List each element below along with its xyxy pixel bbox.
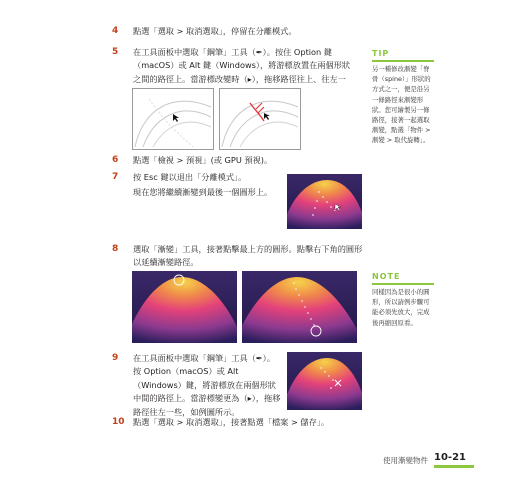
tip-label: TIP [372, 49, 390, 58]
step-number: 6 [112, 155, 119, 165]
gradient-blob-artwork [132, 271, 237, 343]
step-number: 8 [112, 244, 119, 254]
note-rule [372, 283, 434, 285]
gradient-blob-artwork [287, 352, 362, 410]
step-text: 按 Esc 鍵以退出「分離模式」。 [133, 172, 247, 182]
footer-chapter-title: 使用漸變物件 [383, 456, 428, 465]
step-number: 7 [112, 172, 119, 182]
step-text: 點選「檢視 > 預視」(或 GPU 預視)。 [133, 155, 273, 165]
step-text-continued: 現在您將繼續漸變到最後一個圓形上。 [133, 187, 273, 197]
note-text: 同樣因為是很小的圓形，所以請例步驟可能必須先放大，完成後再縮回原看。 [372, 288, 430, 327]
gradient-blob-artwork [242, 271, 357, 343]
step-text: 選取「漸變」工具，接著點擊最上方的圓形。點擊右下角的圓形以延續漸變路徑。 [133, 244, 363, 268]
step-text: 點選「選取 > 取消選取」，接著點選「檔案 > 儲存」。 [133, 417, 330, 427]
illustration-panel [132, 88, 214, 150]
step-number: 5 [112, 47, 119, 57]
illustration-panel [219, 88, 301, 150]
path-edit-illustration [133, 89, 213, 149]
footer-page-number: 10-21 [434, 452, 466, 463]
tip-rule [372, 60, 434, 62]
tip-text: 另一種修改漸變「脊骨（spine）」形狀的方式之一，便是沿另一條路徑來漸變形狀。您可繪製另一條路徑，接著一起選取漸變，點選「物件 > 漸變 > 取代旋轉」。 [372, 65, 431, 145]
step-text: 點選「選取 > 取消選取」，停留在分離模式。 [133, 26, 297, 36]
path-edit-illustration [220, 89, 300, 149]
footer-accent-bar [434, 465, 474, 468]
step-number: 10 [112, 417, 125, 427]
note-label: NOTE [372, 272, 401, 281]
step-text: 在工具面板中選取「鋼筆」工具（✒）。按住 Option 鍵（macOS）或 Alt 鍵（Windows），將游標放置在兩個形狀之間的路徑上。當游標改變時（▸），拖移路徑往上、往左一 [133, 47, 351, 84]
gradient-blob-artwork [287, 174, 362, 229]
step-text: 在工具面板中選取「鋼筆」工具（✒）。按 Option（macOS）或 Alt（Windows）鍵，將游標放在兩個形狀中間的路徑上。當游標變更為（▸），拖移路徑往左一些，如例圖所示。 [133, 353, 281, 417]
step-number: 4 [112, 26, 119, 36]
step-number: 9 [112, 353, 119, 363]
